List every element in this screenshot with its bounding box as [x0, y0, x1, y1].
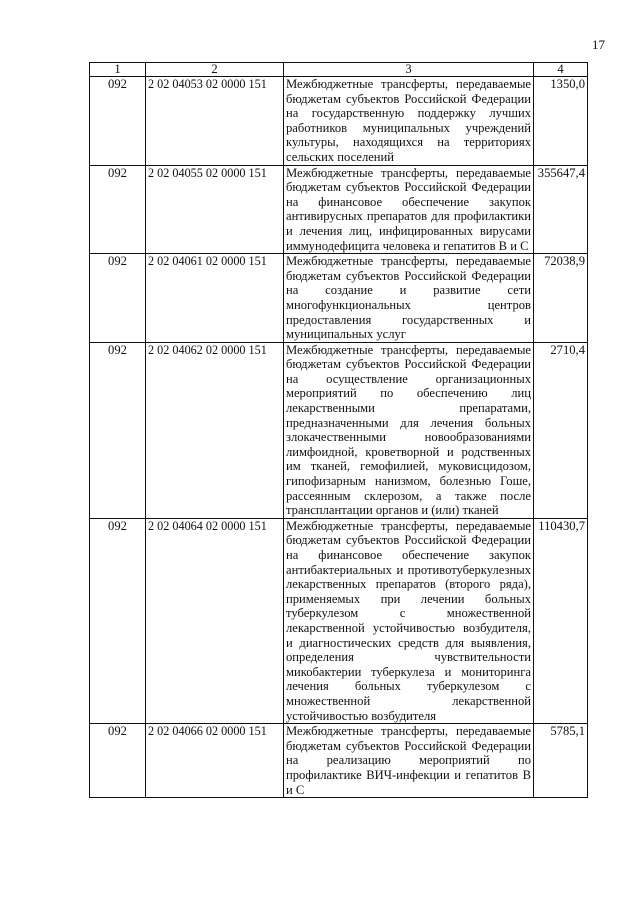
description-cell: Межбюджетные трансферты, передаваемые бюджетам субъектов Российской Федерации на финансовое обеспечение закупок антивирусных препаратов для профилактики и лечения лиц, инфицированных вирусами иммунодефицита человека и гепатитов В и С: [284, 165, 534, 254]
description-cell: Межбюджетные трансферты, передаваемые бюджетам субъектов Российской Федерации на финансовое обеспечение закупок антибактериальных и противотуберкулезных лекарственных препаратов (второго ряда), применяемых при лечении больных туберкулезом с множественной лекарственной устойчивостью возбудителя, и диагностических средств для выявления, определения чувствительности микобактерии туберкулеза и мониторинга лечения больных туберкулезом с множественной лекарственной устойчивостью возбудителя: [284, 518, 534, 723]
table-row: [90, 77, 588, 166]
column-header-1: 1: [90, 63, 146, 77]
table-row: [90, 724, 588, 798]
description-cell: Межбюджетные трансферты, передаваемые бюджетам субъектов Российской Федерации на создание и развитие сети многофункциональных центров предоставления государственных и муниципальных услуг: [284, 254, 534, 343]
page-number: 17: [592, 37, 605, 52]
table-row: [90, 165, 588, 254]
amount-cell: 72038,9: [534, 254, 588, 343]
header-row: [90, 63, 588, 77]
column-header-4: 4: [534, 63, 588, 77]
budget-code-cell: 2 02 04061 02 0000 151: [146, 254, 284, 343]
budget-code-cell: 2 02 04064 02 0000 151: [146, 518, 284, 723]
amount-cell: 110430,7: [534, 518, 588, 723]
budget-code-cell: 2 02 04066 02 0000 151: [146, 724, 284, 798]
admin-code-cell: 092: [90, 724, 146, 798]
table-body: [90, 77, 588, 798]
amount-cell: 1350,0: [534, 77, 588, 166]
table-row: [90, 518, 588, 723]
admin-code-cell: 092: [90, 165, 146, 254]
column-header-3: 3: [284, 63, 534, 77]
budget-code-cell: 2 02 04062 02 0000 151: [146, 342, 284, 518]
budget-code-cell: 2 02 04055 02 0000 151: [146, 165, 284, 254]
column-header-2: 2: [146, 63, 284, 77]
amount-cell: 2710,4: [534, 342, 588, 518]
budget-table: [89, 62, 588, 798]
amount-cell: 5785,1: [534, 724, 588, 798]
description-cell: Межбюджетные трансферты, передаваемые бюджетам субъектов Российской Федерации на реализацию мероприятий по профилактике ВИЧ-инфекции и гепатитов В и С: [284, 724, 534, 798]
admin-code-cell: 092: [90, 254, 146, 343]
admin-code-cell: 092: [90, 342, 146, 518]
description-cell: Межбюджетные трансферты, передаваемые бюджетам субъектов Российской Федерации на государственную поддержку лучших работников муниципальных учреждений культуры, находящихся на территориях сельских поселений: [284, 77, 534, 166]
table-row: [90, 254, 588, 343]
table-header: [90, 63, 588, 77]
table-row: [90, 342, 588, 518]
admin-code-cell: 092: [90, 518, 146, 723]
description-cell: Межбюджетные трансферты, передаваемые бюджетам субъектов Российской Федерации на осуществление организационных мероприятий по обеспечению лиц лекарственными препаратами, предназначенными для лечения больных злокачественными новообразованиями лимфоидной, кроветворной и родственных им тканей, гемофилией, муковисцидозом, гипофизарным нанизмом, болезнью Гоше, рассеянным склерозом, а также после трансплантации органов и (или) тканей: [284, 342, 534, 518]
amount-cell: 355647,4: [534, 165, 588, 254]
admin-code-cell: 092: [90, 77, 146, 166]
budget-code-cell: 2 02 04053 02 0000 151: [146, 77, 284, 166]
